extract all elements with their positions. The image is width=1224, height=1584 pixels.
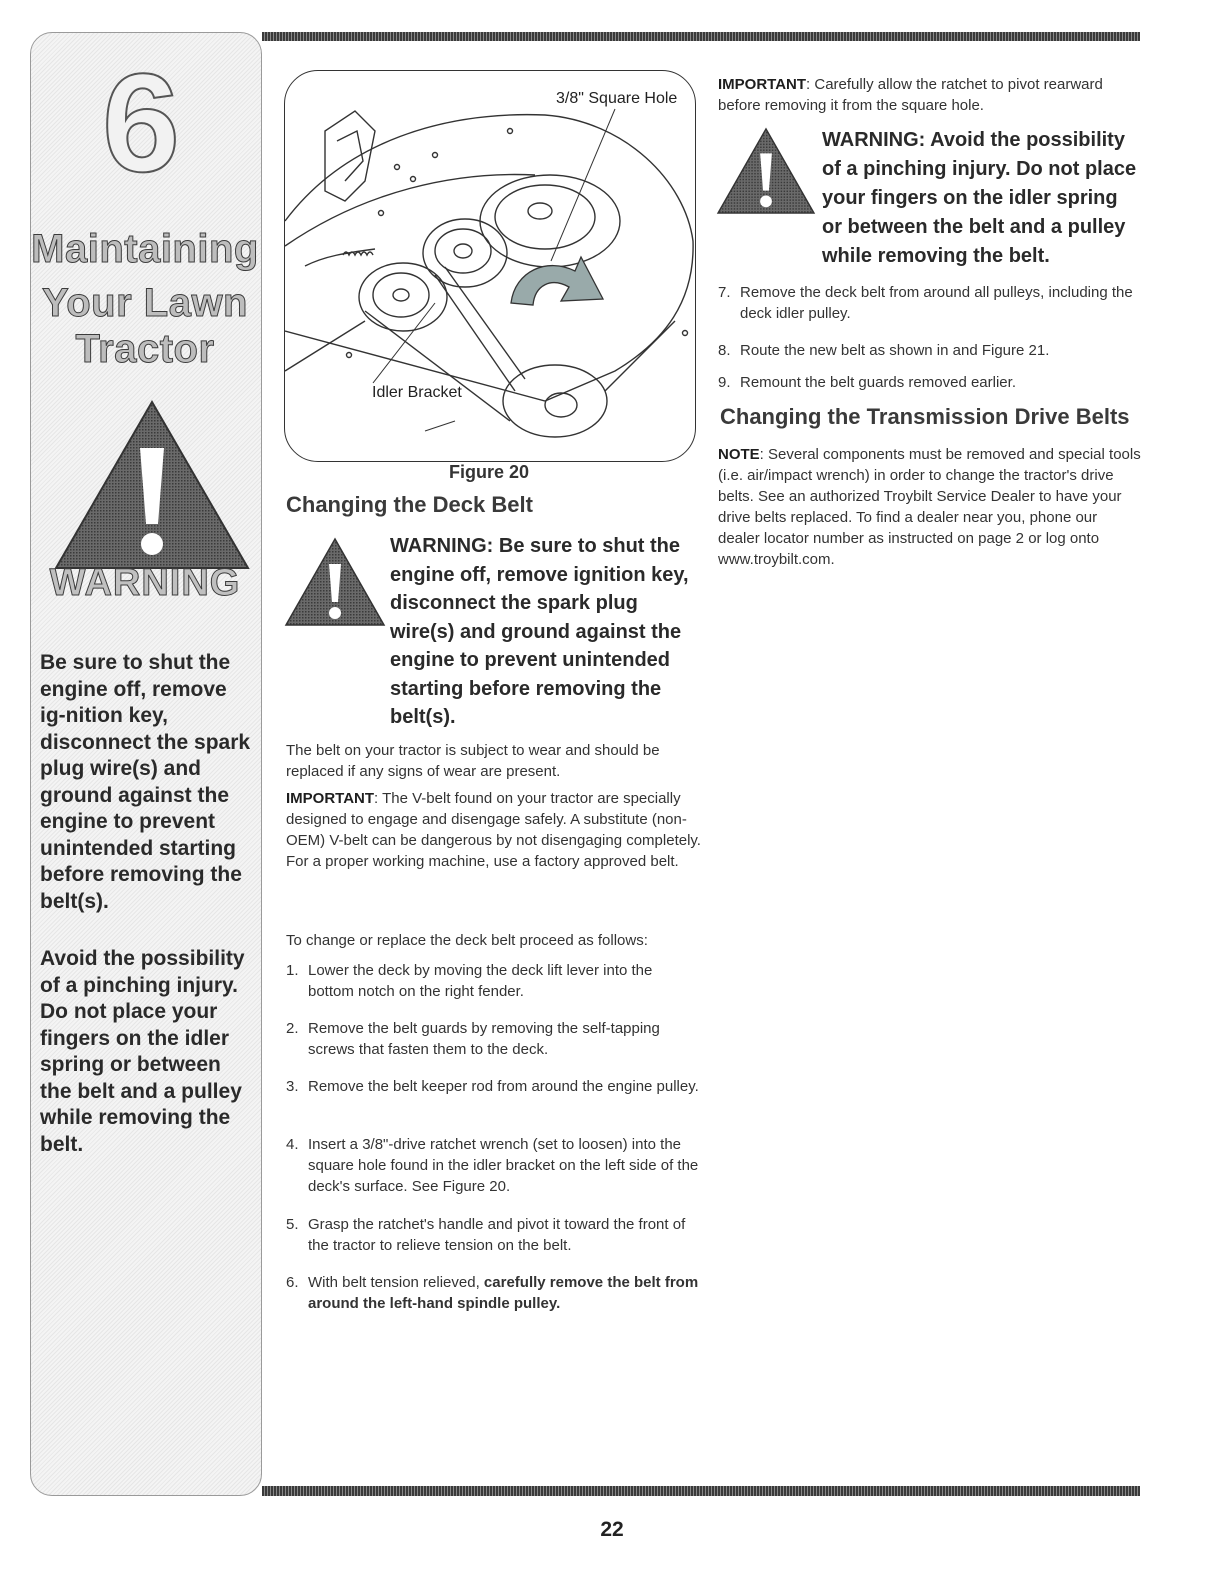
label-idler-bracket: Idler Bracket xyxy=(372,384,462,401)
step-text: Remove the deck belt from around all pulleys, including the deck idler pulley. xyxy=(740,284,1133,322)
bottom-rule xyxy=(262,1486,1140,1496)
sidebar-warning-text-2: Avoid the possibility of a pinching injury. Do not place your fingers on the idler spring or between the belt and a pulley while removing the belt. xyxy=(40,947,245,1156)
step-number: 5. xyxy=(286,1216,299,1233)
step-text: Lower the deck by moving the deck lift lever into the bottom notch on the right fender. xyxy=(308,962,653,1000)
deck-proceed-text: To change or replace the deck belt proceed as follows: xyxy=(286,932,648,949)
deck-belt-warning: WARNING: Be sure to shut the engine off, remove ignition key, disconnect the spark plug wire(s) and ground against the engine to prevent unintended starting before removing the belt(s). xyxy=(390,535,689,728)
warning-triangle-icon xyxy=(284,536,386,628)
step-text: Grasp the ratchet's handle and pivot it toward the front of the tractor to relieve tension on the belt. xyxy=(308,1216,686,1254)
step-number: 4. xyxy=(286,1136,299,1153)
sidebar-warning-text-1: Be sure to shut the engine off, remove ig-nition key, disconnect the spark plug wire(s) and ground against the engine to prevent unintended starting before removing the belt(s). xyxy=(40,651,251,913)
sidebar-warning-heading: WARNING xyxy=(49,562,241,604)
section-heading-transmission-belts: Changing the Transmission Drive Belts xyxy=(720,404,1130,429)
figure-20-illustration xyxy=(284,70,696,462)
pinch-warning: WARNING: Avoid the possibility of a pinching injury. Do not place your fingers on the idler spring or between the belt and a pulley while removing the belt. xyxy=(822,129,1137,267)
step-number: 2. xyxy=(286,1020,299,1037)
step-3 xyxy=(286,1076,702,1097)
important-text: : The V-belt found on your tractor are specially designed to engage and disengage safely. A substitute (non-OEM) V-belt can be dangerous by not disengaging completely. For a proper working machine, use a factory approved belt. xyxy=(286,790,701,870)
transmission-note xyxy=(718,444,1142,570)
step-text: Insert a 3/8"-drive ratchet wrench (set to loosen) into the square hole found in the idler bracket on the left side of the deck's surface. See Figure 20. xyxy=(308,1136,699,1195)
deck-important-paragraph xyxy=(286,788,702,872)
step-6-text: With belt tension relieved, xyxy=(308,1274,484,1291)
note-text: : Several components must be removed and special tools (i.e. air/impact wrench) in order to change the tractor's drive belts. See an authorized Troybilt Service Dealer to have your drive belts replaced. To find a dealer near you, phone our dealer locator number as instructed on page 2 or log onto www.troybilt.com. xyxy=(718,446,1141,568)
step-text: Remove the belt guards by removing the self-tapping screws that fasten them to the deck. xyxy=(308,1020,660,1058)
important-label: IMPORTANT xyxy=(718,76,807,93)
step-number: 1. xyxy=(286,962,299,979)
step-text xyxy=(308,1272,702,1314)
step-number: 8. xyxy=(718,342,731,359)
step-2 xyxy=(286,1018,702,1060)
right-important-paragraph xyxy=(718,74,1142,116)
important-text: : Carefully allow the ratchet to pivot rearward before removing it from the square hole. xyxy=(718,76,1103,114)
warning-triangle-icon xyxy=(716,126,816,216)
page-number: 22 xyxy=(600,1518,624,1541)
step-6 xyxy=(286,1272,702,1314)
chapter-number: 6 xyxy=(102,44,180,201)
sidebar-warning-icon xyxy=(52,396,252,574)
step-number: 6. xyxy=(286,1274,299,1291)
top-rule xyxy=(262,32,1140,41)
chapter-title-line3: Tractor xyxy=(75,327,215,371)
note-label: NOTE xyxy=(718,446,760,463)
step-8 xyxy=(718,340,1142,361)
step-number: 9. xyxy=(718,374,731,391)
chapter-title-line2: Your Lawn xyxy=(42,281,248,325)
important-label: IMPORTANT xyxy=(286,790,375,807)
step-1 xyxy=(286,960,702,1002)
step-9 xyxy=(718,372,1142,393)
step-text: Remove the belt keeper rod from around the engine pulley. xyxy=(308,1078,699,1095)
section-heading-deck-belt: Changing the Deck Belt xyxy=(286,492,533,517)
step-text: Remount the belt guards removed earlier. xyxy=(740,374,1016,391)
step-text: Route the new belt as shown in and Figure 21. xyxy=(740,342,1050,359)
step-number: 3. xyxy=(286,1078,299,1095)
deck-belt-diagram xyxy=(285,71,695,461)
step-6-bold-text: carefully remove the belt from around the left-hand spindle pulley. xyxy=(308,1274,699,1312)
figure-caption: Figure 20 xyxy=(448,462,530,482)
step-4 xyxy=(286,1134,702,1197)
step-5 xyxy=(286,1214,702,1256)
step-7 xyxy=(718,282,1142,324)
deck-belt-intro: The belt on your tractor is subject to wear and should be replaced if any signs of wear are present. xyxy=(286,742,660,780)
chapter-title-line1: Maintaining xyxy=(31,227,259,271)
step-number: 7. xyxy=(718,284,731,301)
label-square-hole: 3/8" Square Hole xyxy=(556,90,678,107)
